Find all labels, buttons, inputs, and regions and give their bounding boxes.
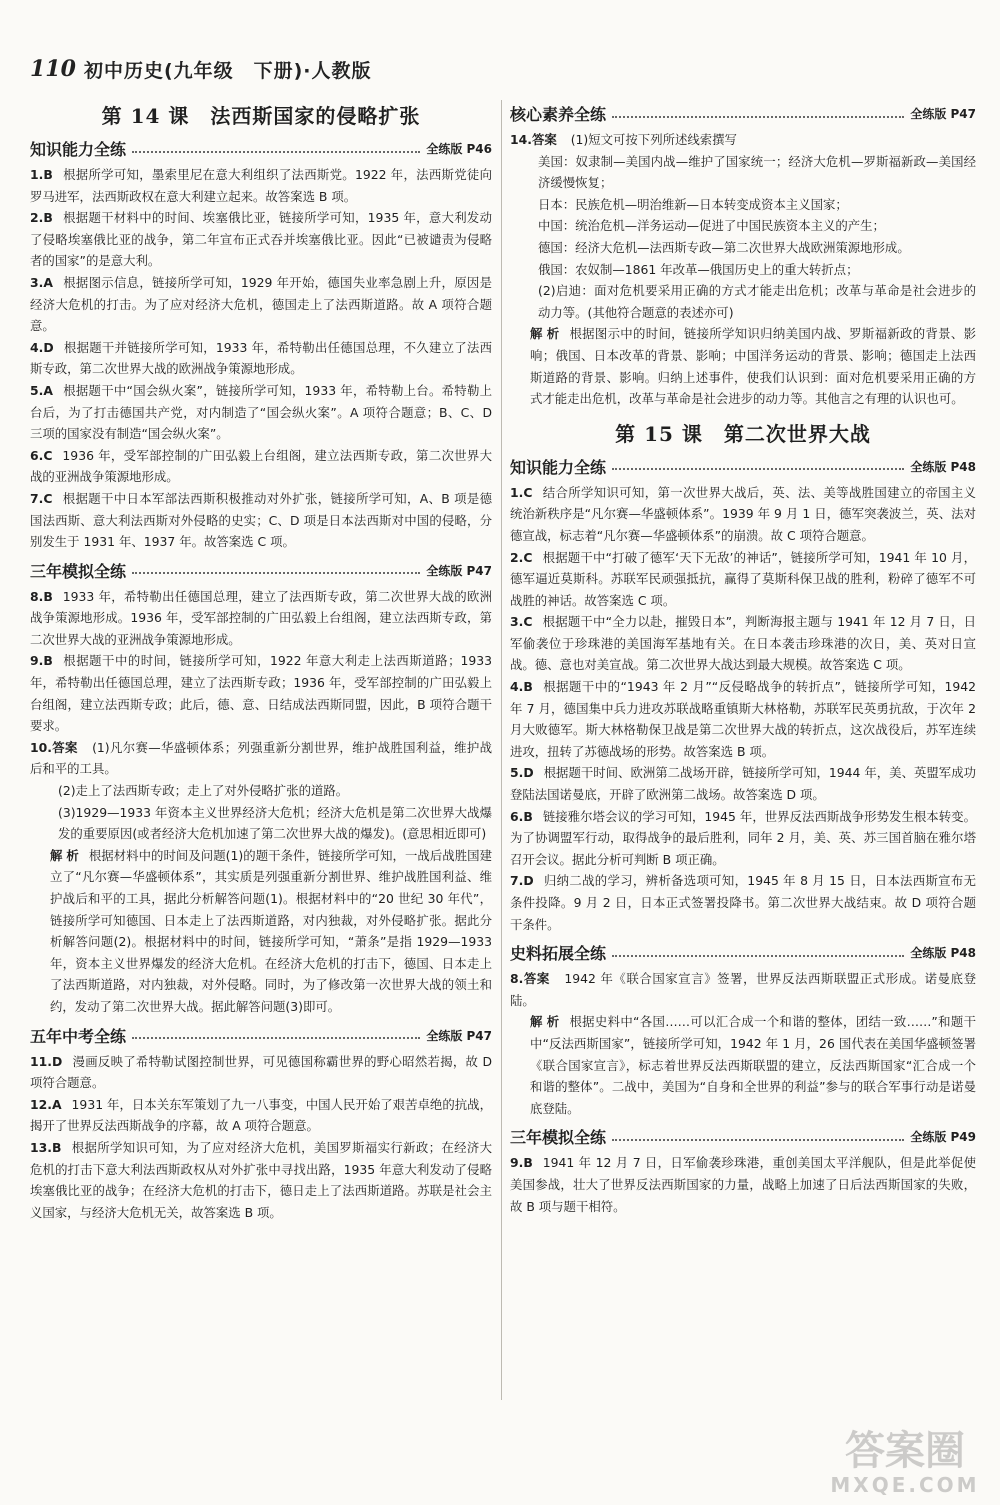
- section-header: [30, 1024, 492, 1047]
- answer-item: [510, 762, 976, 805]
- section-header: [510, 455, 976, 478]
- explanation-label: 解析: [530, 1014, 564, 1030]
- section-label: 史料拓展全练: [510, 944, 607, 964]
- answer-item: [30, 207, 492, 272]
- answer-item: [510, 1152, 976, 1217]
- answer-text: 链接雅尔塔会议的学习可知，1945 年，世界反法西斯战争形势发生根本转变。为了协调盟军行动，取得战争的最后胜利，同年 2 月，美、英、苏三国首脑在雅尔塔召开会议。据此分析可判断 B 项正确。: [510, 808, 976, 867]
- question-number: 1.B: [30, 167, 53, 182]
- answer-item: [510, 676, 976, 762]
- question-number: 13.B: [30, 1139, 62, 1155]
- answer-text: 根据题干并链接所学可知，1933 年，希特勒出任德国总理，不久建立了法西斯专政，第二次世界大战的欧洲战争策源地形成。: [30, 339, 492, 377]
- lesson15-title: 第 15 课 第二次世界大战: [615, 421, 871, 446]
- question-number: 4.B: [510, 679, 533, 695]
- dotted-leader: [612, 116, 904, 118]
- answer-item: [510, 611, 976, 676]
- answer-text: 根据题干中“全力以赴，摧毁日本”，判断海报主题与 1941 年 12 月 7 日，日军偷袭位于珍珠港的美国海军基地有关。在日本袭击珍珠港的次日，美、英对日宣战。德、意也对美宣战。第二次世界大战达到最大规模。故答案选 C 项。: [510, 614, 976, 673]
- question-number: 10.答案: [30, 739, 78, 755]
- answer-list: [30, 164, 492, 553]
- answer-list: [30, 1051, 492, 1224]
- answer-item: [510, 482, 976, 547]
- answer-text: 归纳二战的学习，辨析备选项可知，1945 年 8 月 15 日，日本法西斯宣布无条件投降。9 月 2 日，日本正式签署投降书。第二次世界大战结束。故 D 项符合题干条件。: [510, 873, 976, 932]
- answer-item: [510, 547, 976, 612]
- section-header: [30, 559, 492, 582]
- section-label: 知识能力全练: [510, 457, 607, 477]
- explanation: [30, 845, 492, 1018]
- question-number: 5.D: [510, 765, 534, 781]
- question-number: 1.C: [510, 484, 533, 500]
- answer-item: [510, 806, 976, 871]
- section-ref: 全练版 P48: [910, 946, 976, 961]
- answer-text: 德国：经济大危机—法西斯专政—第二次世界大战欧洲策源地形成。: [538, 239, 910, 255]
- section-header: [30, 137, 492, 160]
- right-column: [510, 96, 976, 1217]
- answer-text: 1942 年《联合国家宣言》签署，世界反法西斯联盟正式形成。诺曼底登陆。: [510, 971, 976, 1008]
- question-number: 3.C: [510, 614, 533, 630]
- answer-text: (2)启迪：面对危机要采用正确的方式才能走出危机；改革与革命是社会进步的动力等。(其他符合题意的表述亦可): [538, 283, 976, 320]
- answer-text: 根据题干中的时间，链接所学可知，1922 年意大利走上法西斯道路；1933 年，希特勒出任德国总理，建立了法西斯专政；1936 年，受军部控制的广田弘毅上台组阁，建立法西斯专政；此后，德、意、日结成法西斯同盟，因此，B 项符合题干要求。: [30, 653, 492, 734]
- section-ref: 全练版 P49: [910, 1130, 976, 1145]
- answer-text: 美国：奴隶制—美国内战—维护了国家统一；经济大危机—罗斯福新政—美国经济缓慢恢复；: [538, 153, 976, 191]
- answer-item: [30, 488, 492, 553]
- answer-list: [30, 586, 492, 737]
- dotted-leader: [132, 151, 420, 153]
- section-label: 三年模拟全练: [510, 1128, 607, 1148]
- question-number: 6.C: [30, 447, 53, 463]
- question-number: 11.D: [30, 1053, 63, 1069]
- answer-item: [30, 164, 492, 207]
- answer-text: 根据题干中的“1943 年 2 月”“反侵略战争的转折点”，链接所学可知，1942 年 7 月，德国集中兵力进攻苏联战略重镇斯大林格勒，苏联军民英勇抗敌，于次年 2 月大败德军。斯大林格勒保卫战是第二次世界大战的转折点，这次战役后，苏军连续进攻，扭转了苏德战场的形势。故答案选 B 项。: [510, 679, 976, 759]
- question-number: 12.A: [30, 1096, 62, 1112]
- watermark-logo: [820, 1418, 990, 1498]
- section-ref: 全练版 P47: [426, 1028, 492, 1043]
- answer-text: 日本：民族危机—明治维新—日本转变成资本主义国家；: [538, 196, 848, 212]
- explanation: [510, 1011, 976, 1119]
- section-ref: 全练版 P47: [426, 563, 492, 578]
- question-number: 9.B: [30, 653, 53, 669]
- answer-item: [30, 586, 492, 651]
- watermark-cn: 答案圈: [845, 1428, 965, 1474]
- question-number: 5.A: [30, 382, 53, 398]
- section-header: [510, 1125, 976, 1148]
- question-number: 4.D: [30, 339, 54, 355]
- question-number: 6.B: [510, 808, 533, 824]
- answer-text: 俄国：农奴制—1861 年改革—俄国历史上的重大转折点；: [538, 261, 859, 277]
- book-title: 初中历史(九年级 下册)·人教版: [83, 59, 372, 82]
- explanation: [510, 323, 976, 409]
- section-label: 三年模拟全练: [30, 561, 127, 581]
- question-number: 8.答案: [510, 971, 550, 987]
- explanation-label: 解析: [530, 326, 564, 342]
- dotted-leader: [612, 1139, 904, 1141]
- answer-text: 根据题干材料中的时间、埃塞俄比亚，链接所学可知，1935 年，意大利发动了侵略埃塞俄比亚的战争，第二年宣布正式吞并埃塞俄比亚。因此“已被谴责为侵略者的国家”的是意大利。: [30, 210, 492, 269]
- answer-text: 1933 年，希特勒出任德国总理，建立了法西斯专政，第二次世界大战的欧洲战争策源地形成。1936 年，受军部控制的广田弘毅上台组阁，建立法西斯专政，第二次世界大战的亚洲战争策源地形成。: [30, 588, 492, 647]
- section-label: 核心素养全练: [510, 105, 607, 124]
- answer-list: [510, 482, 976, 935]
- watermark-en: MXQE.COM: [830, 1473, 980, 1497]
- question-number: 7.D: [510, 873, 534, 889]
- question-number: 2.C: [510, 549, 533, 565]
- section-ref: 全练版 P47: [910, 107, 976, 121]
- answer-text: (1)凡尔赛—华盛顿体系；列强重新分割世界，维护战胜国利益，维护战后和平的工具。: [30, 739, 492, 777]
- page-header: [30, 54, 372, 84]
- lesson14-title: 第 14 课 法西斯国家的侵略扩张: [101, 104, 421, 128]
- answer-item: [30, 337, 492, 380]
- left-column: [30, 96, 492, 1223]
- answer-item: [30, 650, 492, 736]
- answer-text: (2)走上了法西斯专政；走上了对外侵略扩张的道路。: [58, 783, 349, 799]
- answer-item: [30, 445, 492, 488]
- question-number: 8.B: [30, 588, 53, 604]
- section-label: 知识能力全练: [30, 140, 127, 159]
- dotted-leader: [132, 572, 420, 574]
- answer-text: 根据图示信息，链接所学可知，1929 年开始，德国失业率急剧上升，原因是经济大危机的打击。为了应对经济大危机，德国走上了法西斯道路。故 A 项符合题意。: [30, 274, 492, 334]
- answer-text: 漫画反映了希特勒试图控制世界，可见德国称霸世界的野心昭然若揭，故 D 项符合题意。: [30, 1053, 492, 1091]
- explanation-text: 根据图示中的时间，链接所学知识归纳美国内战、罗斯福新政的背景、影响；俄国、日本改革的背景、影响；中国洋务运动的背景、影响；德国走上法西斯道路的背景、影响。归纳上述事件，使我们认识到：面对危机要采用正确的方式才能走出危机，改革与革命是社会进步的动力等。其他言之有理的认识也可。: [530, 326, 977, 407]
- question-number: 2.B: [30, 210, 53, 226]
- answer-text: 1931 年，日本关东军策划了九一八事变，中国人民开始了艰苦卓绝的抗战，揭开了世界反法西斯战争的序幕，故 A 项符合题意。: [30, 1096, 492, 1134]
- answer-item: [30, 272, 492, 337]
- explanation-label: 解析: [50, 847, 83, 863]
- answer-text: 根据所学知识可知，为了应对经济大危机，美国罗斯福实行新政；在经济大危机的打击下意大利法西斯政权从对外扩张中寻找出路，1935 年意大利发动了侵略埃塞俄比亚的战争；在经济大危机的打击下，德日走上了法西斯道路。苏联是社会主义国家，与经济大危机无关，故答案选 B 项。: [30, 1139, 492, 1220]
- answer-text: 结合所学知识可知，第一次世界大战后，英、法、美等战胜国建立的帝国主义统治新秩序是“凡尔赛—华盛顿体系”。1939 年 9 月 1 日，德军突袭波兰，英、法对德宣战，标志着“凡尔赛—华盛顿体系”的崩溃。故 C 项符合题意。: [510, 484, 976, 543]
- answer-text: (1)短文可按下列所述线索撰写: [570, 132, 737, 147]
- answer-text: 1941 年 12 月 7 日，日军偷袭珍珠港，重创美国太平洋舰队，但是此举促使美国参战，壮大了世界反法西斯国家的力量，战略上加速了日后法西斯国家的失败，故 B 项与题干相符。: [510, 1155, 976, 1214]
- answer-list: [510, 1152, 976, 1217]
- page-number: 110: [30, 56, 76, 82]
- section-ref: 全练版 P48: [910, 459, 976, 474]
- explanation-text: 根据材料中的时间及问题(1)的题干条件，链接所学可知，一战后战胜国建立了“凡尔赛—华盛顿体系”，其实质是列强重新分割世界、维护战胜国利益、维护战后和平的工具，据此分析解答问题(1)。根据材料中的“20 世纪 30 年代”，链接所学可知德国、日本走上了法西斯道路，对内独裁，对外侵略扩张。据此分析解答问题(2)。根据材料中的时间，链接所学可知，“萧条”是指 1929—1933 年，资本主义世界爆发的经济大危机。在经济大危机的打击下，德国、日本走上了法西斯道路，对内独裁，对外侵略。同时，为了修改第一次世界大战的领土和约，发动了第二次世界大战。据此解答问题(3)即可。: [50, 847, 492, 1014]
- answer-text: (3)1929—1933 年资本主义世界经济大危机；经济大危机是第二次世界大战爆发的重要原因(或者经济大危机加速了第二次世界大战的爆发)。(意思相近即可): [58, 804, 492, 842]
- dotted-leader: [132, 1037, 420, 1039]
- section-label: 五年中考全练: [30, 1026, 127, 1046]
- answer-item: [510, 968, 976, 1011]
- answer-text: 中国：统治危机—洋务运动—促进了中国民族资本主义的产生；: [538, 218, 885, 234]
- answer-item: [30, 737, 492, 780]
- answer-item: [30, 1094, 492, 1137]
- question-number: 3.A: [30, 274, 53, 290]
- answer-text: 根据题干中“打破了德军‘天下无敌’的神话”，链接所学可知，1941 年 10 月，德军逼近莫斯科。苏联军民顽强抵抗，赢得了莫斯科保卫战的胜利，粉碎了德军不可战胜的神话。故答案选 C 项。: [510, 549, 976, 608]
- section-header: [510, 941, 976, 964]
- question-number: 7.C: [30, 490, 53, 506]
- answer-item: [30, 1051, 492, 1094]
- explanation-text: 根据史料中“各国……可以汇合成一个和谐的整体，团结一致……”和题干中“反法西斯国家”，链接所学可知，1942 年 1 月，26 国代表在美国华盛顿签署《联合国家宣言》，标志着世界反法西斯联盟的建立，反法西斯国家“汇合成一个和谐的整体”。二战中，美国为“自身和全世界的利益”参与的联合军事行动是诺曼底登陆。: [530, 1014, 977, 1116]
- dotted-leader: [612, 468, 904, 470]
- answer-text: 1936 年，受军部控制的广田弘毅上台组阁，建立法西斯专政，第二次世界大战的亚洲战争策源地形成。: [30, 447, 492, 485]
- section-header: [510, 102, 976, 125]
- question-number: 9.B: [510, 1155, 533, 1171]
- answer-item: [30, 1137, 492, 1223]
- answer-item: [30, 380, 492, 445]
- answer-text: 根据题干中“国会纵火案”，链接所学可知，1933 年，希特勒上台。希特勒上台后，为了打击德国共产党，对内制造了“国会纵火案”。A 项符合题意；B、C、D 三项的国家没有制造“国会纵火案”。: [30, 382, 492, 442]
- answer-item: [510, 129, 976, 151]
- answer-text: 根据题干中日本军部法西斯积极推动对外扩张，链接所学可知，A、B 项是德国法西斯、意大利法西斯对外侵略的史实；C、D 项是日本法西斯对中国的侵略，分别发生于 1931 年、1937 年。故答案选 C 项。: [30, 490, 492, 550]
- dotted-leader: [612, 955, 904, 957]
- question-number: 14.答案: [510, 132, 557, 147]
- answer-text: 根据题干时间、欧洲第二战场开辟，链接所学可知，1944 年，美、英盟军成功登陆法国诺曼底，开辟了欧洲第二战场。故答案选 D 项。: [510, 765, 976, 803]
- column-divider: [501, 100, 502, 1400]
- answer-item: [510, 870, 976, 935]
- answer-text: 根据所学可知，墨索里尼在意大利组织了法西斯党。1922 年，法西斯党徒向罗马进军，法西斯政权在意大利建立起来。故答案选 B 项。: [30, 167, 492, 204]
- section-ref: 全练版 P46: [426, 142, 492, 156]
